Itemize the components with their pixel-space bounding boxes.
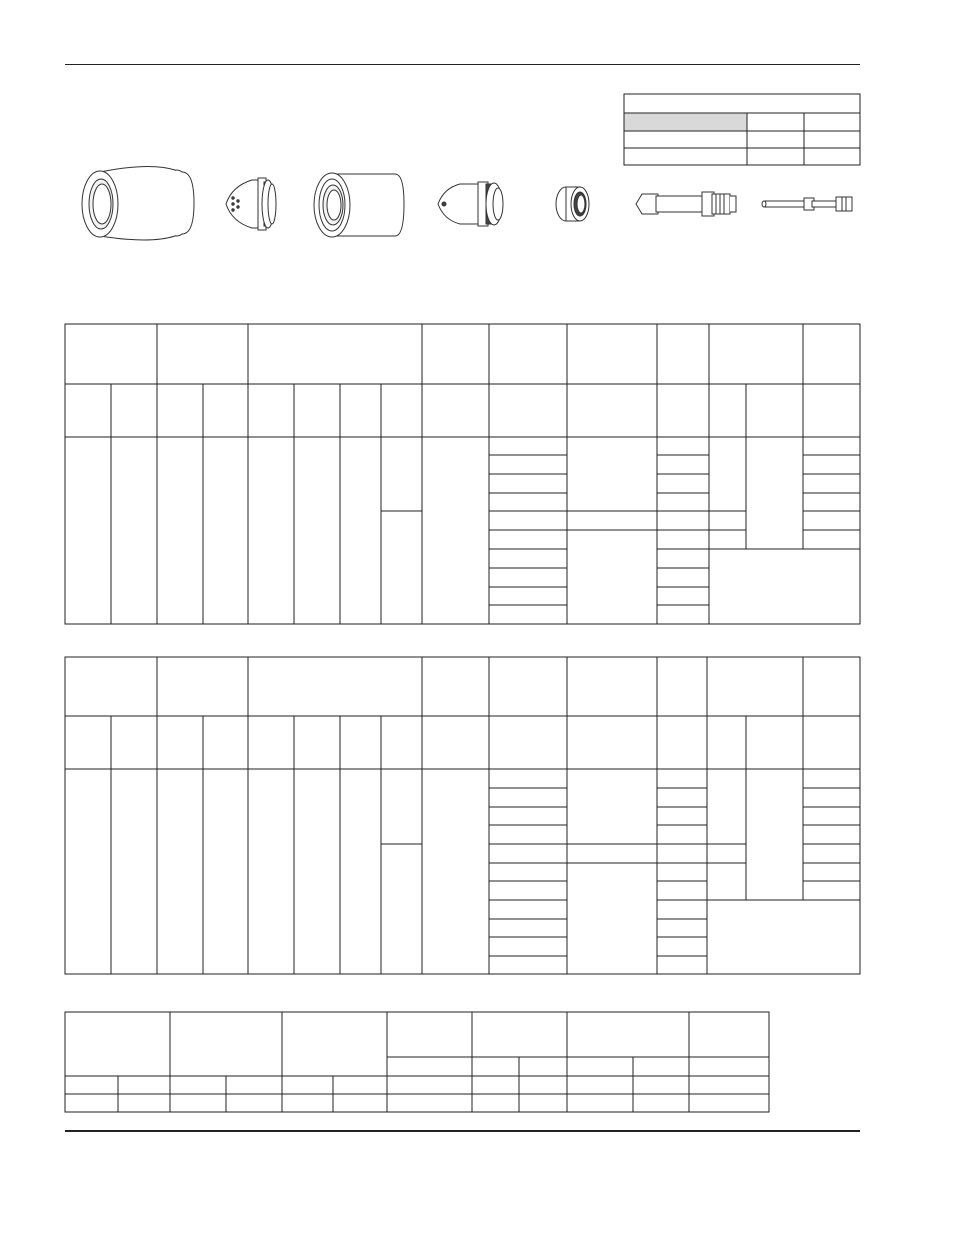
electrode-icon <box>636 192 736 216</box>
nozzle-retaining-cap-icon <box>226 178 276 230</box>
cut-chart-table-1 <box>65 324 860 624</box>
retaining-cap-icon <box>314 173 404 237</box>
nozzle-icon <box>438 182 503 226</box>
cut-chart-table-2 <box>65 657 860 974</box>
legend-table <box>624 94 860 165</box>
shield-icon <box>82 166 194 240</box>
swirl-ring-icon <box>556 187 589 221</box>
summary-table <box>65 1012 769 1112</box>
legend-highlight-cell <box>624 113 747 131</box>
water-tube-icon <box>762 197 852 211</box>
